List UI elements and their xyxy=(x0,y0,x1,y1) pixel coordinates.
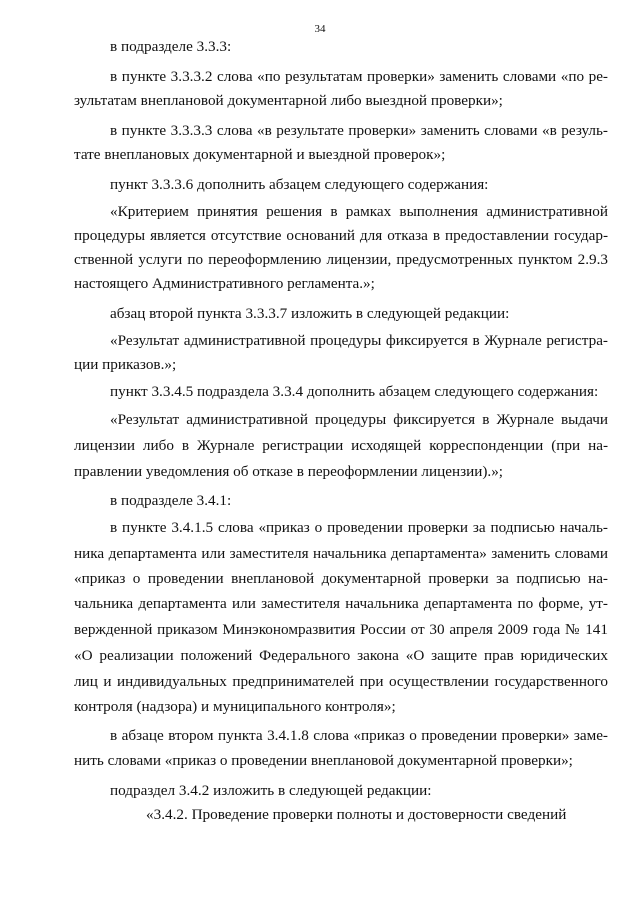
paragraph-line: вержденной приказом Минэкономразвития России от 30 апреля 2009 года № 141 xyxy=(74,621,608,638)
paragraph-line: в абзаце втором пункта 3.4.1.8 слова «приказ о проведении проверки» заме- xyxy=(110,727,608,744)
paragraph-line: «приказ о проведении внеплановой документарной проверки за подписью на- xyxy=(74,570,608,587)
paragraph-line: ника департамента или заместителя начальника департамента» заменить словами xyxy=(74,545,608,562)
paragraph-line: в пункте 3.3.3.2 слова «по результатам проверки» заменить словами «по ре- xyxy=(110,68,608,85)
paragraph-line: «Результат административной процедуры фиксируется в Журнале регистра- xyxy=(110,332,608,349)
paragraph-line: контроля (надзора) и муниципального контроля»; xyxy=(74,698,396,715)
paragraph-line: пункт 3.3.3.6 дополнить абзацем следующего содержания: xyxy=(110,176,489,193)
paragraph-line: подраздел 3.4.2 изложить в следующей редакции: xyxy=(110,782,432,799)
paragraph-line: абзац второй пункта 3.3.3.7 изложить в следующей редакции: xyxy=(110,305,510,322)
paragraph-line: пункт 3.3.4.5 подраздела 3.3.4 дополнить абзацем следующего содержания: xyxy=(110,383,599,400)
paragraph-line: лицензии либо в Журнале регистрации исходящей корреспонденции (при на- xyxy=(74,437,608,454)
paragraph-line: настоящего Административного регламента.»; xyxy=(74,275,375,292)
paragraph-line: «Результат административной процедуры фиксируется в Журнале выдачи xyxy=(110,411,608,428)
paragraph-line: правлении уведомления об отказе в переоформлении лицензии).»; xyxy=(74,463,504,480)
paragraph-line: лиц и индивидуальных предпринимателей при осуществлении государственного xyxy=(74,673,608,690)
paragraph-line: в подразделе 3.3.3: xyxy=(110,38,232,55)
paragraph-line: процедуры является отсутствие оснований для отказа в предоставлении государ- xyxy=(74,227,608,244)
section-heading: «3.4.2. Проведение проверки полноты и достоверности сведений xyxy=(146,806,567,823)
paragraph-line: нить словами «приказ о проведении внеплановой документарной проверки»; xyxy=(74,752,573,769)
paragraph-line: ственной услуги по переоформлению лицензии, предусмотренных пунктом 2.9.3 xyxy=(74,251,608,268)
paragraph-line: тате внеплановых документарной и выездной проверок»; xyxy=(74,146,446,163)
paragraph-line: в пункте 3.4.1.5 слова «приказ о проведении проверки за подписью началь- xyxy=(110,519,608,536)
paragraph-line: зультатам внеплановой документарной либо выездной проверки»; xyxy=(74,92,503,109)
paragraph-line: в подразделе 3.4.1: xyxy=(110,492,232,509)
paragraph-line: «Критерием принятия решения в рамках выполнения административной xyxy=(110,203,608,220)
paragraph-line: чальника департамента или заместителя начальника департамента по форме, ут- xyxy=(74,595,608,612)
paragraph-line: ции приказов.»; xyxy=(74,356,177,373)
paragraph-line: в пункте 3.3.3.3 слова «в результате проверки» заменить словами «в резуль- xyxy=(110,122,608,139)
paragraph-line: «О реализации положений Федерального закона «О защите прав юридических xyxy=(74,647,608,664)
page-number: 34 xyxy=(314,23,326,35)
